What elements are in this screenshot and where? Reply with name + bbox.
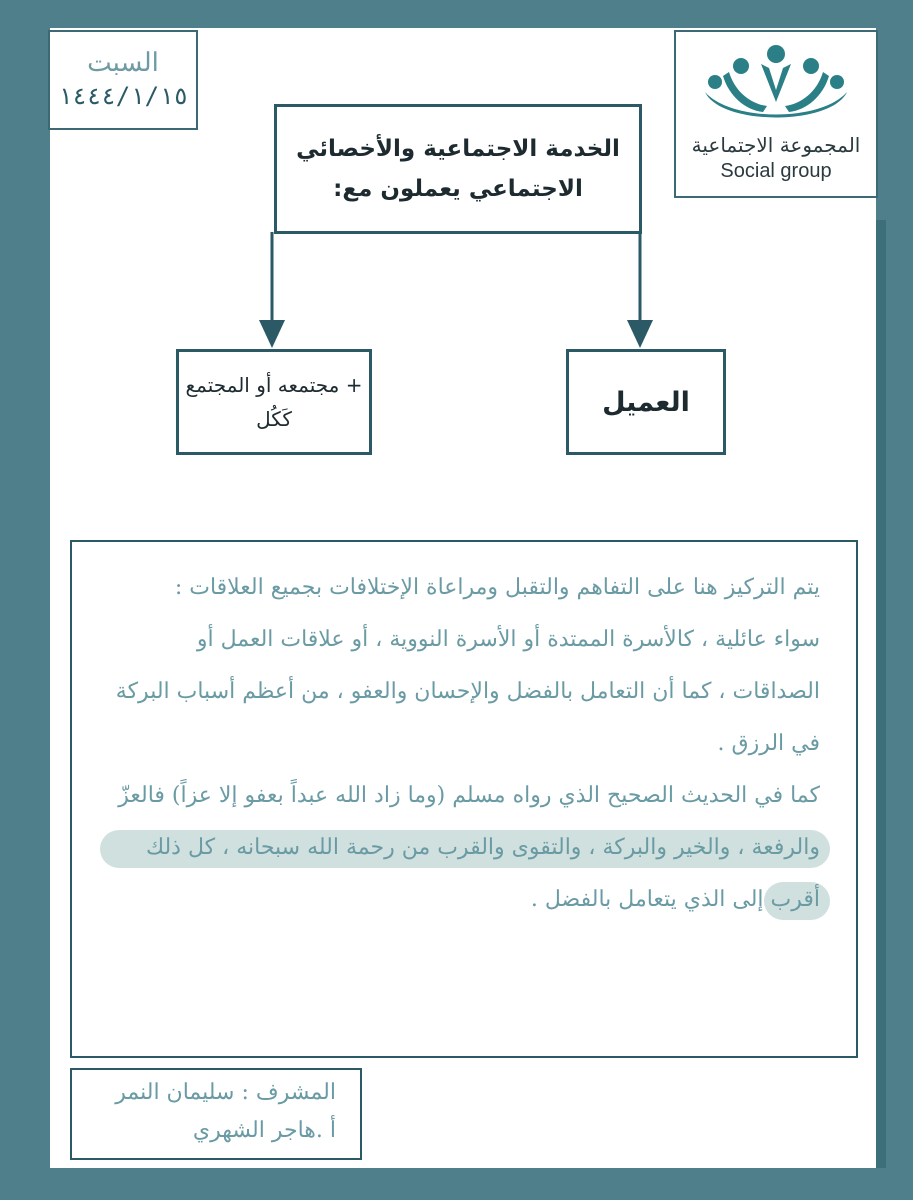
date-day: السبت [87,48,159,78]
supervisor-line-1: المشرف : سليمان النمر [115,1080,336,1105]
logo-english-name: Social group [720,160,832,182]
client-box [566,349,726,455]
supervisor-box [70,1068,362,1160]
paragraph-1: يتم التركيز هنا على التفاهم والتقبل ومراعاة الإختلافات بجميع العلاقات : [174,575,820,600]
arrow-right-icon [627,320,653,348]
paragraph-2: سواء عائلية ، كالأسرة الممتدة أو الأسرة النووية ، أو علاقات العمل أو الصداقات ، كما أن التعامل بالفضل والإحسان والعفو ، من أعظم أسباب البركة في الرزق . [115,627,820,756]
arrow-left-icon [259,320,285,348]
community-text: + مجتمعه أو المجتمع كَكُل [185,373,363,431]
logo-arabic-name: المجموعة الاجتماعية [691,133,861,157]
explanation-box [70,540,858,1058]
client-text: العميل [602,386,690,418]
main-concept-text: الخدمة الاجتماعية والأخصائي الاجتماعي يعملون مع: [296,136,620,202]
date-value: ١٤٤٤/١/١٥ [57,82,189,110]
main-concept-box [274,104,642,234]
paragraph-3: كما في الحديث الصحيح الذي رواه مسلم (وما زاد الله عبداً بعفو إلا عزاً) فالعزّ والرفعة ، والخير والبركة ، والتقوى والقرب من رحمة الله سبحانه ، كل ذلك أقرب إلى الذي يتعامل بالفضل . [118,783,820,912]
supervisor-line-2: أ .هاجر الشهري [192,1118,336,1143]
community-box [176,349,372,455]
